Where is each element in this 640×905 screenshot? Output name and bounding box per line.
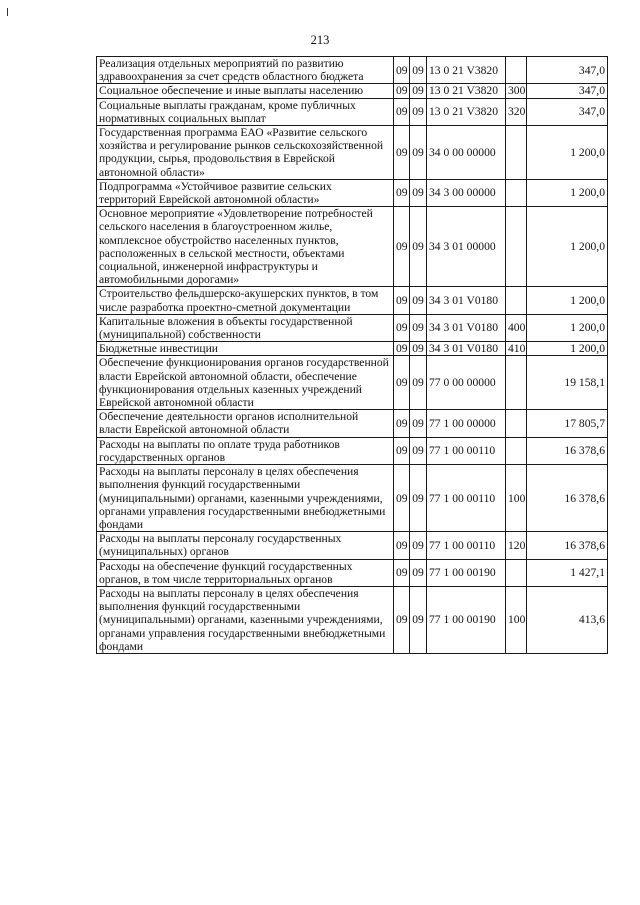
amount-cell: 1 200,0 bbox=[527, 207, 608, 287]
amount-cell: 16 378,6 bbox=[527, 532, 608, 559]
table-row bbox=[97, 84, 608, 98]
section-code-cell: 09 bbox=[394, 57, 410, 84]
budget-table bbox=[96, 56, 608, 654]
table-row bbox=[97, 532, 608, 559]
table-row bbox=[97, 559, 608, 586]
target-article-cell: 77 1 00 00190 bbox=[427, 559, 506, 586]
expense-name-cell: Расходы на выплаты персоналу в целях обеспечения выполнения функций государственными (муниципальными) органами, казенными учреждениями, органами управления государственными внебюджетными фондами bbox=[97, 465, 394, 532]
target-article-cell: 77 1 00 00000 bbox=[427, 410, 506, 437]
expense-name-cell: Бюджетные инвестиции bbox=[97, 342, 394, 356]
subsection-code-cell: 09 bbox=[410, 532, 427, 559]
amount-cell: 1 427,1 bbox=[527, 559, 608, 586]
expense-type-cell: 100 bbox=[506, 465, 527, 532]
amount-cell: 1 200,0 bbox=[527, 287, 608, 314]
subsection-code-cell: 09 bbox=[410, 57, 427, 84]
target-article-cell: 77 1 00 00110 bbox=[427, 437, 506, 464]
expense-name-cell: Социальные выплаты гражданам, кроме публичных нормативных социальных выплат bbox=[97, 98, 394, 125]
subsection-code-cell: 09 bbox=[410, 179, 427, 206]
target-article-cell: 34 0 00 00000 bbox=[427, 126, 506, 180]
expense-name-cell: Расходы на выплаты персоналу государственных (муниципальных) органов bbox=[97, 532, 394, 559]
expense-name-cell: Государственная программа ЕАО «Развитие сельского хозяйства и регулирование рынков сельскохозяйственной продукции, сырья, продовольствия в Еврейской автономной области» bbox=[97, 126, 394, 180]
expense-type-cell bbox=[506, 207, 527, 287]
scan-mark bbox=[7, 8, 8, 16]
expense-type-cell: 100 bbox=[506, 586, 527, 653]
section-code-cell: 09 bbox=[394, 437, 410, 464]
amount-cell: 17 805,7 bbox=[527, 410, 608, 437]
target-article-cell: 34 3 01 V0180 bbox=[427, 287, 506, 314]
section-code-cell: 09 bbox=[394, 126, 410, 180]
section-code-cell: 09 bbox=[394, 207, 410, 287]
target-article-cell: 34 3 01 V0180 bbox=[427, 342, 506, 356]
target-article-cell: 34 3 01 00000 bbox=[427, 207, 506, 287]
expense-type-cell: 120 bbox=[506, 532, 527, 559]
amount-cell: 16 378,6 bbox=[527, 465, 608, 532]
expense-name-cell: Расходы на выплаты по оплате труда работников государственных органов bbox=[97, 437, 394, 464]
expense-name-cell: Капитальные вложения в объекты государственной (муниципальной) собственности bbox=[97, 314, 394, 341]
section-code-cell: 09 bbox=[394, 465, 410, 532]
expense-name-cell: Расходы на выплаты персоналу в целях обеспечения выполнения функций государственными (муниципальными) органами, казенными учреждениями, органами управления государственными внебюджетными фондами bbox=[97, 586, 394, 653]
amount-cell: 347,0 bbox=[527, 57, 608, 84]
section-code-cell: 09 bbox=[394, 84, 410, 98]
expense-name-cell: Строительство фельдшерско-акушерских пунктов, в том числе разработка проектно-сметной документации bbox=[97, 287, 394, 314]
section-code-cell: 09 bbox=[394, 532, 410, 559]
subsection-code-cell: 09 bbox=[410, 342, 427, 356]
subsection-code-cell: 09 bbox=[410, 410, 427, 437]
amount-cell: 19 158,1 bbox=[527, 356, 608, 410]
budget-table-body bbox=[97, 57, 608, 654]
expense-type-cell: 400 bbox=[506, 314, 527, 341]
expense-type-cell bbox=[506, 179, 527, 206]
table-row bbox=[97, 98, 608, 125]
section-code-cell: 09 bbox=[394, 586, 410, 653]
table-row bbox=[97, 126, 608, 180]
expense-type-cell: 320 bbox=[506, 98, 527, 125]
table-row bbox=[97, 57, 608, 84]
expense-name-cell: Обеспечение функционирования органов государственной власти Еврейской автономной области, обеспечение функционирования отдельных казенных учреждений Еврейской автономной области bbox=[97, 356, 394, 410]
section-code-cell: 09 bbox=[394, 342, 410, 356]
amount-cell: 1 200,0 bbox=[527, 126, 608, 180]
expense-type-cell: 300 bbox=[506, 84, 527, 98]
subsection-code-cell: 09 bbox=[410, 98, 427, 125]
section-code-cell: 09 bbox=[394, 314, 410, 341]
subsection-code-cell: 09 bbox=[410, 314, 427, 341]
target-article-cell: 34 3 01 V0180 bbox=[427, 314, 506, 341]
expense-name-cell: Расходы на обеспечение функций государственных органов, в том числе территориальных органов bbox=[97, 559, 394, 586]
amount-cell: 413,6 bbox=[527, 586, 608, 653]
amount-cell: 1 200,0 bbox=[527, 314, 608, 341]
subsection-code-cell: 09 bbox=[410, 437, 427, 464]
expense-name-cell: Социальное обеспечение и иные выплаты населению bbox=[97, 84, 394, 98]
table-row bbox=[97, 410, 608, 437]
subsection-code-cell: 09 bbox=[410, 287, 427, 314]
table-row bbox=[97, 586, 608, 653]
amount-cell: 1 200,0 bbox=[527, 179, 608, 206]
subsection-code-cell: 09 bbox=[410, 84, 427, 98]
page-number: 213 bbox=[310, 33, 330, 47]
amount-cell: 347,0 bbox=[527, 98, 608, 125]
subsection-code-cell: 09 bbox=[410, 126, 427, 180]
expense-type-cell bbox=[506, 559, 527, 586]
section-code-cell: 09 bbox=[394, 287, 410, 314]
amount-cell: 16 378,6 bbox=[527, 437, 608, 464]
table-row bbox=[97, 356, 608, 410]
expense-name-cell: Реализация отдельных мероприятий по развитию здравоохранения за счет средств областного бюджета bbox=[97, 57, 394, 84]
section-code-cell: 09 bbox=[394, 410, 410, 437]
expense-type-cell bbox=[506, 437, 527, 464]
expense-name-cell: Подпрограмма «Устойчивое развитие сельских территорий Еврейской автономной области» bbox=[97, 179, 394, 206]
expense-type-cell bbox=[506, 356, 527, 410]
table-row bbox=[97, 465, 608, 532]
table-row bbox=[97, 207, 608, 287]
expense-name-cell: Основное мероприятие «Удовлетворение потребностей сельского населения в благоустроенном жилье, комплексное обустройство населенных пунктов, расположенных в сельской местности, объектами социальной, инженерной инфраструктуры и автомобильными дорогами» bbox=[97, 207, 394, 287]
subsection-code-cell: 09 bbox=[410, 207, 427, 287]
table-row bbox=[97, 314, 608, 341]
table-row bbox=[97, 437, 608, 464]
table-row bbox=[97, 342, 608, 356]
expense-type-cell bbox=[506, 410, 527, 437]
expense-type-cell bbox=[506, 287, 527, 314]
subsection-code-cell: 09 bbox=[410, 356, 427, 410]
table-row bbox=[97, 287, 608, 314]
subsection-code-cell: 09 bbox=[410, 586, 427, 653]
target-article-cell: 77 1 00 00190 bbox=[427, 586, 506, 653]
target-article-cell: 77 1 00 00110 bbox=[427, 532, 506, 559]
section-code-cell: 09 bbox=[394, 559, 410, 586]
expense-type-cell bbox=[506, 57, 527, 84]
amount-cell: 1 200,0 bbox=[527, 342, 608, 356]
target-article-cell: 34 3 00 00000 bbox=[427, 179, 506, 206]
section-code-cell: 09 bbox=[394, 356, 410, 410]
subsection-code-cell: 09 bbox=[410, 465, 427, 532]
amount-cell: 347,0 bbox=[527, 84, 608, 98]
expense-type-cell bbox=[506, 126, 527, 180]
expense-name-cell: Обеспечение деятельности органов исполнительной власти Еврейской автономной области bbox=[97, 410, 394, 437]
target-article-cell: 77 1 00 00110 bbox=[427, 465, 506, 532]
section-code-cell: 09 bbox=[394, 98, 410, 125]
target-article-cell: 77 0 00 00000 bbox=[427, 356, 506, 410]
section-code-cell: 09 bbox=[394, 179, 410, 206]
target-article-cell: 13 0 21 V3820 bbox=[427, 84, 506, 98]
target-article-cell: 13 0 21 V3820 bbox=[427, 98, 506, 125]
expense-type-cell: 410 bbox=[506, 342, 527, 356]
table-row bbox=[97, 179, 608, 206]
target-article-cell: 13 0 21 V3820 bbox=[427, 57, 506, 84]
subsection-code-cell: 09 bbox=[410, 559, 427, 586]
